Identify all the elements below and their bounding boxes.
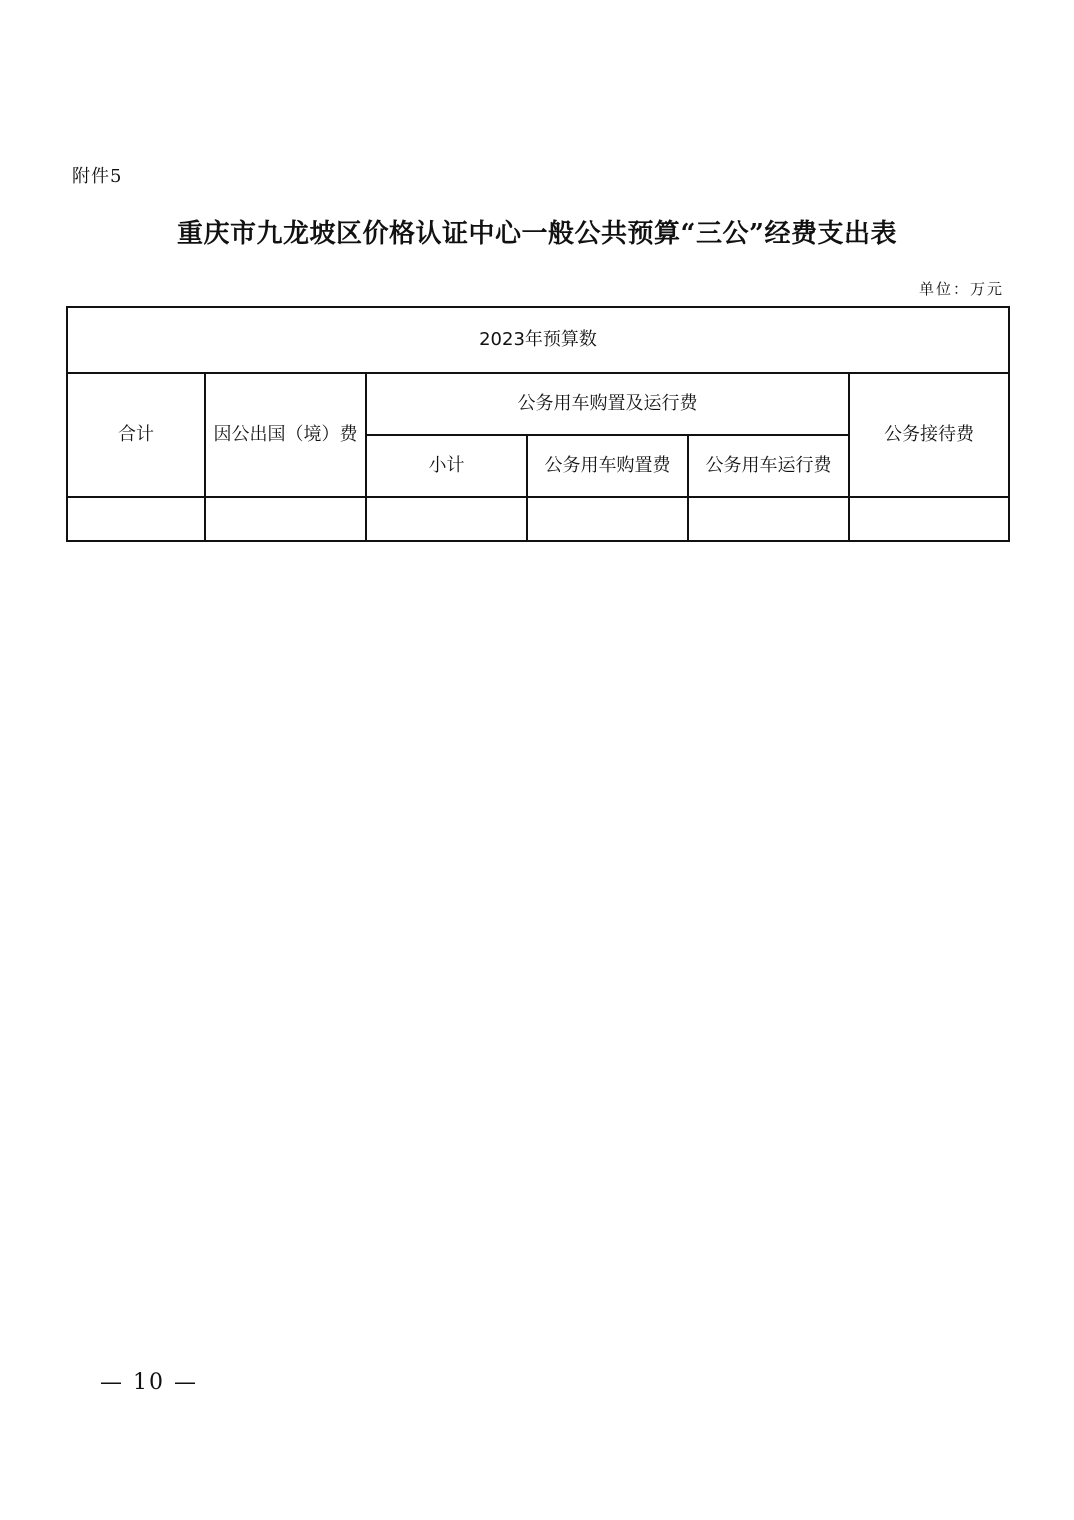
overseas-value-cell (205, 497, 366, 541)
table-header-row (67, 307, 1009, 373)
unit-note: 单位：万元 (918, 280, 1004, 298)
page-title: 重庆市九龙坡区价格认证中心一般公共预算“三公”经费支出表 (177, 219, 897, 249)
total-header-cell: 合计 (67, 373, 205, 497)
vehicle-operation-header-cell: 公务用车运行费 (688, 435, 849, 497)
page-number: — 10 — (100, 1370, 198, 1395)
subtotal-header-cell: 小计 (366, 435, 527, 497)
vehicle-purchase-header-cell: 公务用车购置费 (527, 435, 688, 497)
vehicle-group-header-cell: 公务用车购置及运行费 (366, 373, 849, 435)
overseas-header-cell: 因公出国（境）费 (205, 373, 366, 497)
budget-table (66, 306, 1010, 542)
table-header-row (67, 373, 1009, 435)
reception-header-cell: 公务接待费 (849, 373, 1009, 497)
year-header-cell: 2023年预算数 (67, 307, 1009, 373)
total-value-cell (67, 497, 205, 541)
reception-value-cell (849, 497, 1009, 541)
vehicle-operation-value-cell (688, 497, 849, 541)
table-row (67, 497, 1009, 541)
vehicle-purchase-value-cell (527, 497, 688, 541)
attachment-label: 附件5 (72, 166, 123, 187)
subtotal-value-cell (366, 497, 527, 541)
